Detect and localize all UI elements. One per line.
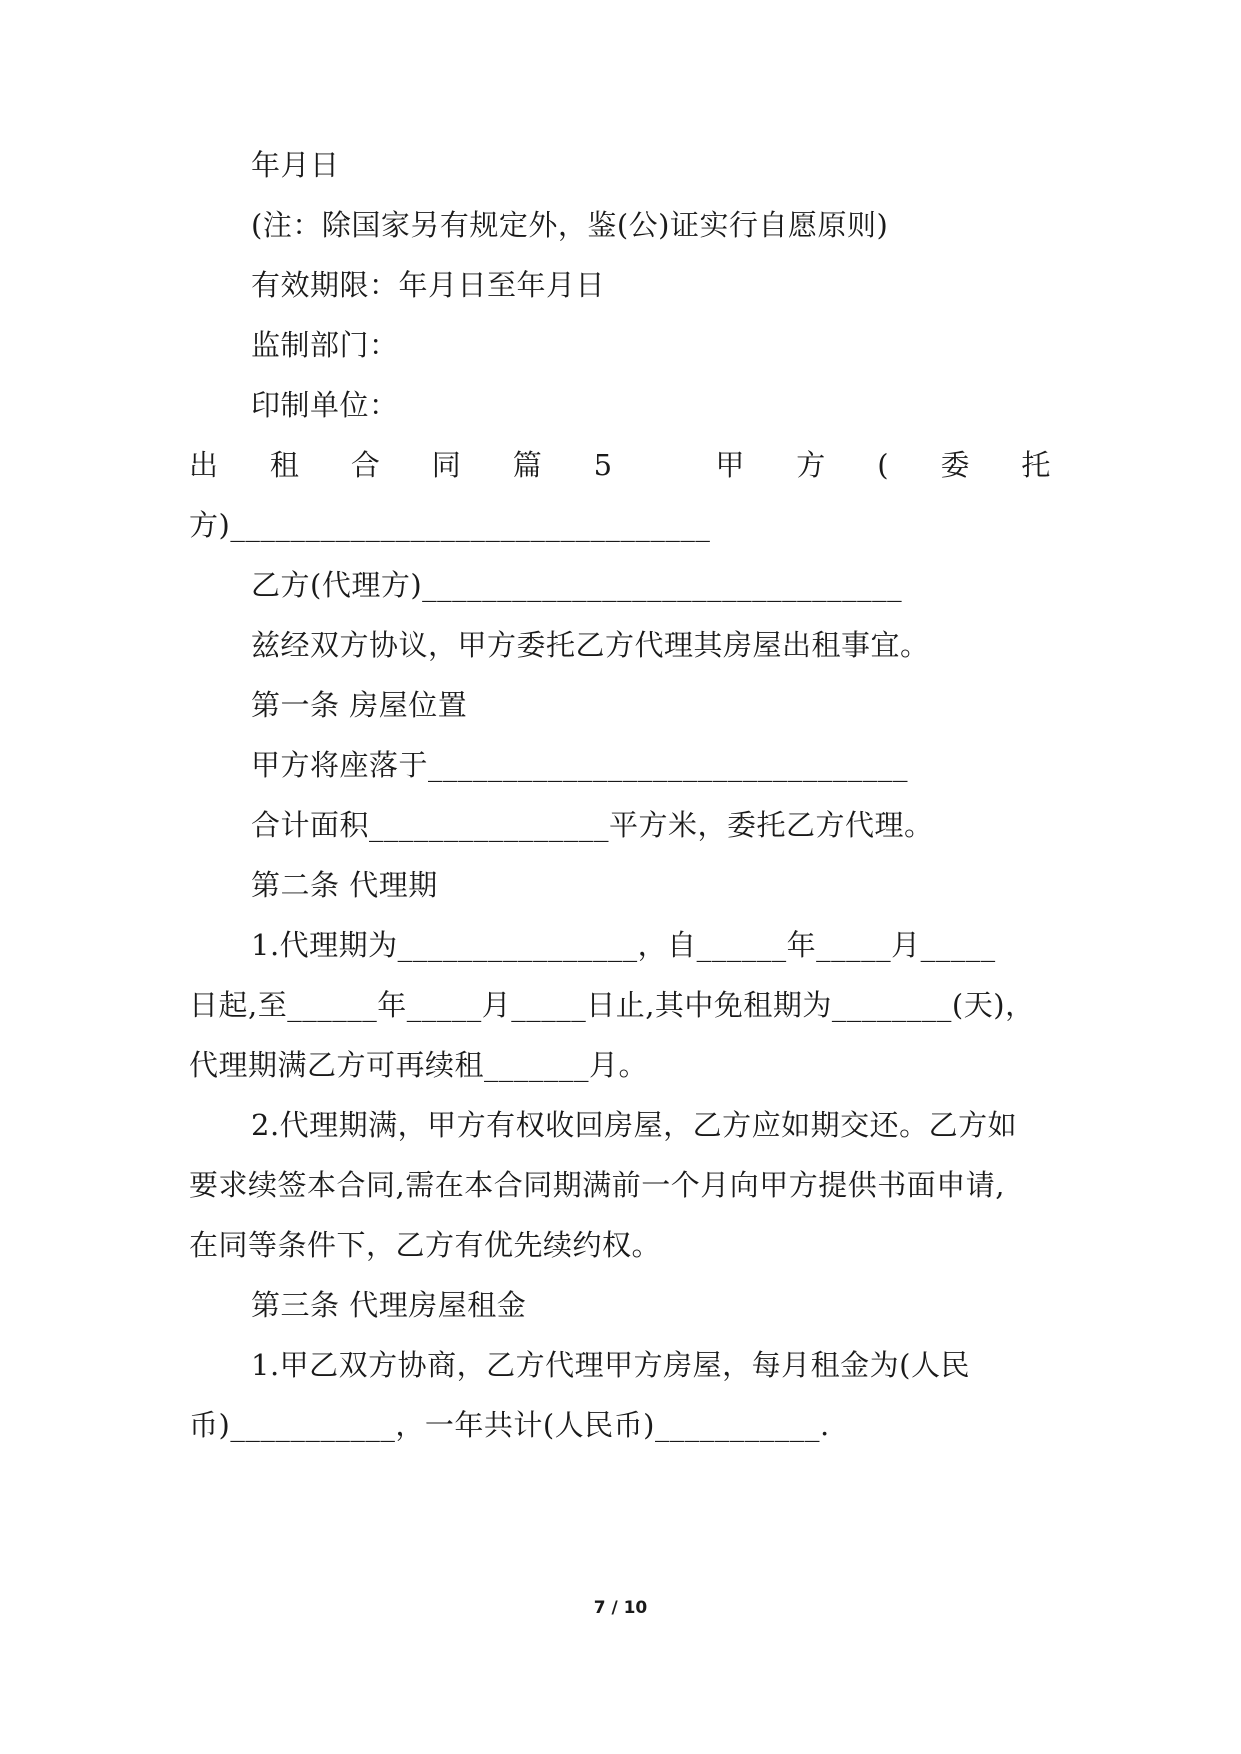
- article-3-title: 第三条 代理房屋租金: [251, 1288, 527, 1322]
- rent-line-2: 币)___________，一年共计(人民币)___________.: [189, 1408, 830, 1442]
- heading-char: 托: [1021, 448, 1051, 482]
- term-line-2: 日起,至______年_____月_____日止,其中免租期为________(天)，: [189, 988, 1035, 1022]
- area-line: 合计面积________________平方米，委托乙方代理。: [251, 808, 934, 842]
- rent-line-1: 1.甲乙双方协商，乙方代理甲方房屋，每月租金为(人民: [251, 1348, 970, 1382]
- term-line-1: 1.代理期为________________，自______年_____月_____: [251, 928, 996, 962]
- printing-unit-line: 印制单位：: [251, 388, 399, 422]
- page-number: 7 / 10: [593, 1598, 648, 1618]
- validity-line: 有效期限：年月日至年月日: [251, 268, 606, 302]
- expiry-line-1: 2.代理期满，甲方有权收回房屋，乙方应如期交还。乙方如: [251, 1108, 1018, 1142]
- heading-char: 5: [593, 448, 613, 482]
- location-line: 甲方将座落于________________________________: [251, 748, 909, 782]
- agreement-line: 兹经双方协议，甲方委托乙方代理其房屋出租事宜。: [251, 628, 930, 662]
- heading-char: 租: [269, 448, 300, 482]
- heading-char: (: [877, 448, 890, 482]
- expiry-line-2: 要求续签本合同,需在本合同期满前一个月向甲方提供书面申请,: [189, 1168, 1005, 1202]
- heading-char: 出: [189, 448, 219, 482]
- supervising-dept-line: 监制部门：: [251, 328, 399, 362]
- heading-char: 同: [431, 448, 462, 482]
- article-1-title: 第一条 房屋位置: [251, 688, 468, 722]
- note-line: (注：除国家另有规定外，鉴(公)证实行自愿原则): [251, 208, 889, 242]
- heading-char: 委: [940, 448, 970, 482]
- heading-char: 篇: [512, 448, 543, 482]
- contract-heading-line: [189, 446, 1051, 484]
- heading-char: 甲: [715, 448, 745, 482]
- agent-party-line: 乙方(代理方)________________________________: [251, 568, 903, 602]
- principal-party-line: 方)________________________________: [189, 508, 711, 542]
- article-2-title: 第二条 代理期: [251, 868, 438, 902]
- expiry-line-3: 在同等条件下，乙方有优先续约权。: [189, 1228, 662, 1262]
- heading-char: 方: [796, 448, 826, 482]
- date-line: 年月日: [251, 148, 340, 182]
- term-line-3: 代理期满乙方可再续租_______月。: [189, 1048, 649, 1082]
- heading-char: 合: [350, 448, 381, 482]
